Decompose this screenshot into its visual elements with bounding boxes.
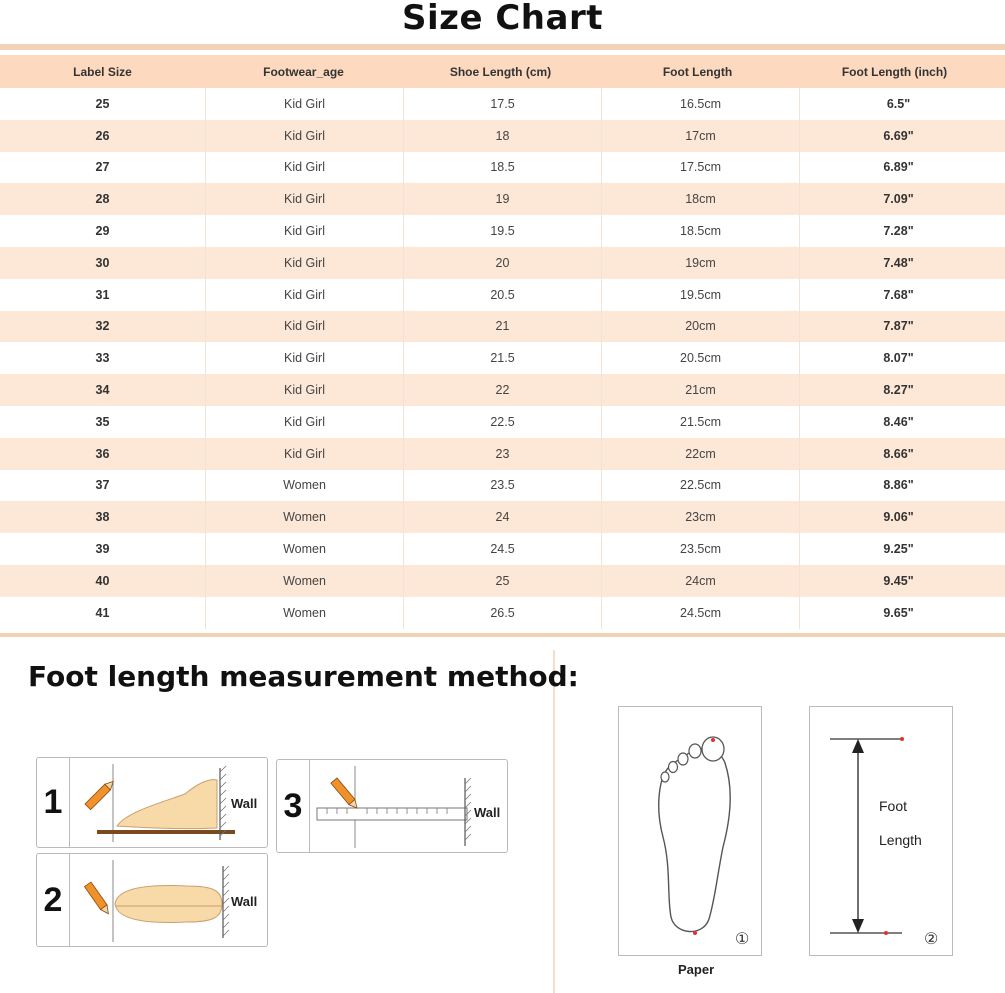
table-cell: Kid Girl [205, 120, 403, 152]
table-cell: 23 [403, 438, 601, 470]
table-cell: 40 [95, 573, 110, 588]
page-title: Size Chart [402, 0, 603, 38]
table-cell: 18.5cm [601, 215, 799, 247]
table-cell: Kid Girl [205, 88, 403, 120]
table-cell: Kid Girl [205, 374, 403, 406]
table-cell: 18 [403, 120, 601, 152]
table-cell: 23cm [601, 501, 799, 533]
table-cell: 7.68" [799, 279, 997, 311]
table-cell: 9.45" [799, 565, 997, 597]
table-cell: 20 [403, 247, 601, 279]
step-number: 3 [277, 760, 310, 852]
table-cell: 36 [95, 446, 110, 461]
foot-top-illustration [77, 858, 237, 944]
table-cell: 7.28" [799, 215, 997, 247]
foot-side-illustration [77, 764, 237, 844]
table-cell: Kid Girl [205, 247, 403, 279]
table-cell: 24.5 [403, 533, 601, 565]
table-cell: 24cm [601, 565, 799, 597]
table-cell: 22cm [601, 438, 799, 470]
table-cell: 6.69" [799, 120, 997, 152]
table-cell: 38 [95, 510, 110, 525]
table-cell: 8.07" [799, 342, 997, 374]
method-title: Foot length measurement method: [28, 660, 579, 693]
table-row [0, 152, 1005, 184]
table-cell: 17cm [601, 120, 799, 152]
table-cell: Women [205, 565, 403, 597]
table-cell: Women [205, 597, 403, 629]
table-body [0, 88, 1005, 629]
table-cell: 23.5 [403, 470, 601, 502]
table-cell: 6.89" [799, 152, 997, 184]
foot-length-label [879, 789, 922, 857]
table-cell: 20.5cm [601, 342, 799, 374]
header-shoe-length: Shoe Length (cm) [449, 64, 552, 79]
wall-label: Wall [231, 796, 258, 811]
table-cell: 17.5 [403, 88, 601, 120]
table-cell: 22 [403, 374, 601, 406]
table-cell: 7.87" [799, 311, 997, 343]
table-cell: 30 [95, 255, 110, 270]
step-2-panel [36, 853, 268, 947]
ruler-illustration [313, 764, 473, 850]
size-table [0, 44, 1005, 637]
table-cell: Kid Girl [205, 279, 403, 311]
table-cell: 8.46" [799, 406, 997, 438]
table-cell: 18cm [601, 183, 799, 215]
step-number: 1 [37, 758, 70, 847]
table-cell: 33 [95, 351, 110, 366]
step-3-panel [276, 759, 508, 853]
foot-length-panel [809, 706, 953, 956]
table-cell: 32 [95, 319, 110, 334]
table-cell: 9.25" [799, 533, 997, 565]
table-cell: 7.48" [799, 247, 997, 279]
table-cell: 26 [95, 128, 110, 143]
table-cell: Women [205, 470, 403, 502]
table-cell: 24.5cm [601, 597, 799, 629]
table-cell: 6.5" [799, 88, 997, 120]
table-cell: Kid Girl [205, 438, 403, 470]
table-cell: Kid Girl [205, 152, 403, 184]
table-row [0, 120, 1005, 152]
table-row [0, 215, 1005, 247]
table-row [0, 342, 1005, 374]
table-cell: 22.5cm [601, 470, 799, 502]
table-cell: Kid Girl [205, 342, 403, 374]
table-cell: 39 [95, 542, 110, 557]
table-cell: 22.5 [403, 406, 601, 438]
table-row [0, 597, 1005, 629]
foot-length-line2: Length [879, 832, 922, 848]
header-footwear-age: Footwear_age [263, 64, 344, 79]
table-cell: 21.5cm [601, 406, 799, 438]
table-cell: 29 [95, 224, 110, 239]
table-cell: 20cm [601, 311, 799, 343]
table-bottom-rule [0, 633, 1005, 637]
table-cell: Women [205, 501, 403, 533]
table-row [0, 247, 1005, 279]
marker-1: ① [735, 931, 750, 948]
step-1-panel [36, 757, 268, 848]
table-cell: 20.5 [403, 279, 601, 311]
wall-label: Wall [231, 894, 258, 909]
table-cell: 34 [95, 383, 110, 398]
table-cell: 18.5 [403, 152, 601, 184]
section-divider [553, 650, 555, 993]
table-cell: 19.5 [403, 215, 601, 247]
table-cell: Kid Girl [205, 311, 403, 343]
table-cell: 27 [95, 160, 110, 175]
marker-2: ② [924, 931, 939, 948]
table-row [0, 88, 1005, 120]
table-cell: Kid Girl [205, 215, 403, 247]
table-cell: Kid Girl [205, 406, 403, 438]
table-cell: 7.09" [799, 183, 997, 215]
table-row [0, 470, 1005, 502]
table-cell: 8.27" [799, 374, 997, 406]
table-cell: 23.5cm [601, 533, 799, 565]
table-cell: 25 [95, 96, 110, 111]
table-cell: 8.86" [799, 470, 997, 502]
foot-outline-illustration [619, 707, 761, 955]
table-row [0, 406, 1005, 438]
table-cell: 31 [95, 287, 110, 302]
table-row [0, 374, 1005, 406]
table-cell: 9.65" [799, 597, 997, 629]
paper-label: Paper [678, 962, 715, 977]
table-row [0, 533, 1005, 565]
table-cell: 19 [403, 183, 601, 215]
foot-length-line1: Foot [879, 798, 908, 814]
table-cell: Kid Girl [205, 183, 403, 215]
table-cell: 35 [95, 414, 110, 429]
table-cell: Women [205, 533, 403, 565]
table-cell: 9.06" [799, 501, 997, 533]
table-cell: 8.66" [799, 438, 997, 470]
table-cell: 21.5 [403, 342, 601, 374]
table-cell: 19.5cm [601, 279, 799, 311]
header-foot-length-inch: Foot Length (inch) [841, 64, 948, 79]
table-cell: 19cm [601, 247, 799, 279]
table-cell: 25 [403, 565, 601, 597]
table-header-row [0, 55, 1005, 88]
wall-label: Wall [474, 805, 501, 820]
step-number: 2 [37, 854, 70, 946]
table-cell: 41 [95, 605, 110, 620]
table-row [0, 501, 1005, 533]
paper-foot-outline-panel [618, 706, 762, 956]
table-cell: 24 [403, 501, 601, 533]
table-row [0, 279, 1005, 311]
table-cell: 17.5cm [601, 152, 799, 184]
table-row [0, 183, 1005, 215]
table-row [0, 311, 1005, 343]
table-cell: 21 [403, 311, 601, 343]
table-cell: 16.5cm [601, 88, 799, 120]
header-label-size: Label Size [73, 64, 132, 79]
table-row [0, 438, 1005, 470]
table-cell: 37 [95, 478, 110, 493]
table-row [0, 565, 1005, 597]
header-foot-length: Foot Length [662, 64, 733, 79]
table-cell: 21cm [601, 374, 799, 406]
table-cell: 26.5 [403, 597, 601, 629]
table-cell: 28 [95, 192, 110, 207]
